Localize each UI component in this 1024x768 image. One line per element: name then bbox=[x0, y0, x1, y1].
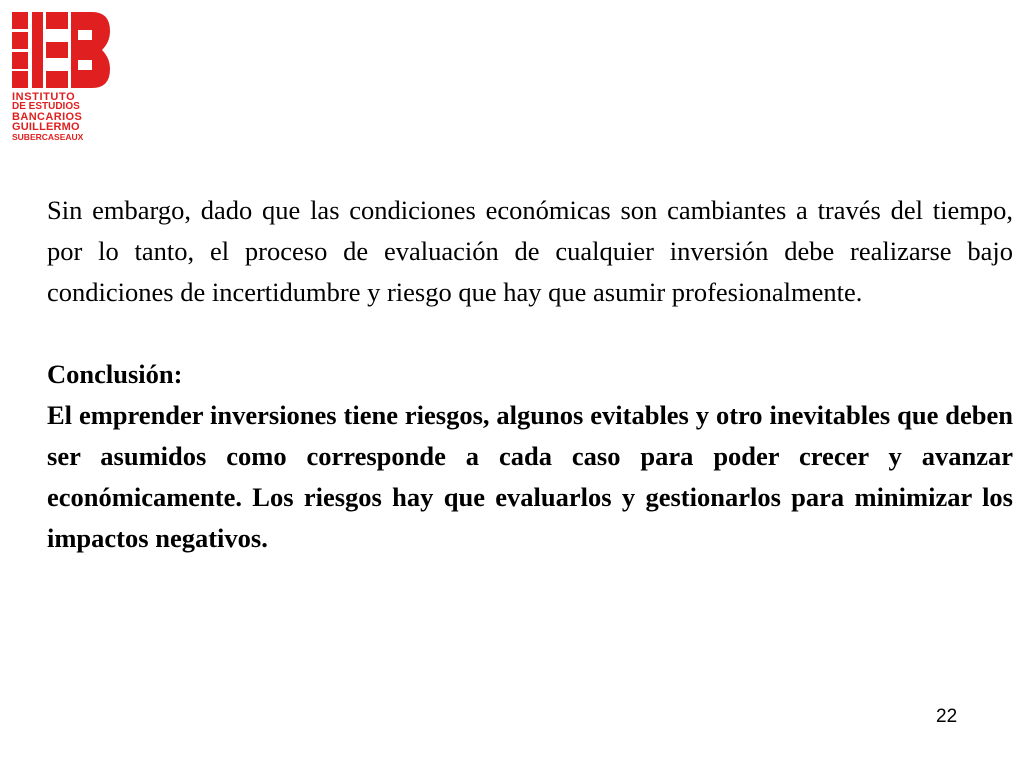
slide-body bbox=[47, 190, 1013, 559]
page-number: 22 bbox=[936, 706, 958, 727]
conclusion-paragraph: El emprender inversiones tiene riesgos, algunos evitables y otro inevitables que deben ser asumidos como corresponde a cada caso para poder crecer y avanzar económicamente. Los riesgos hay que evaluarlos y gestionarlos para minimizar los impactos negativos. bbox=[47, 400, 1013, 553]
paragraph-spacer bbox=[47, 313, 1013, 354]
logo-line: INSTITUTO bbox=[12, 91, 76, 103]
intro-paragraph: Sin embargo, dado que las condiciones económicas son cambiantes a través del tiempo, por lo tanto, el proceso de evaluación de cualquier inversión debe realizarse bajo condiciones de incertidumbre y riesgo que hay que asumir profesionalmente. bbox=[47, 195, 1013, 307]
logo-line: GUILLERMO bbox=[12, 121, 80, 133]
institute-logo bbox=[12, 12, 110, 142]
logo-line: BANCARIOS bbox=[12, 111, 83, 123]
logo-wordmark bbox=[12, 92, 110, 142]
logo-line: DE ESTUDIOS bbox=[12, 101, 80, 112]
conclusion-heading: Conclusión: bbox=[47, 359, 183, 389]
logo-line: SUBERCASEAUX bbox=[12, 132, 84, 142]
ieb-logo-mark-icon bbox=[12, 12, 110, 88]
